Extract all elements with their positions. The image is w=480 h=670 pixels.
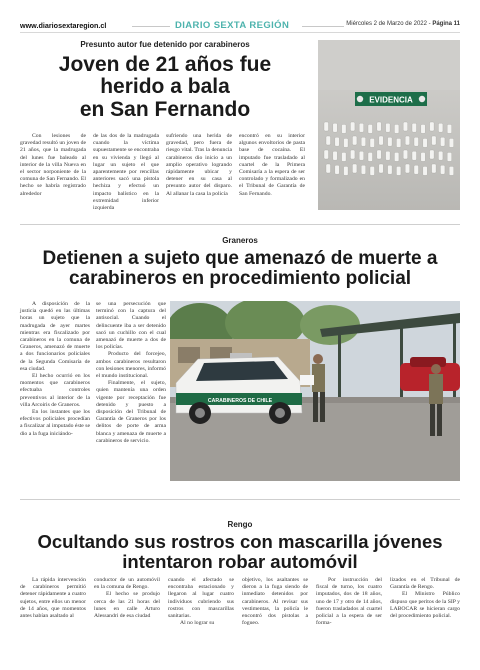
article1-col xyxy=(239,133,305,198)
evidence-label: EVIDENCIA xyxy=(369,95,413,105)
paragraph: La rápida intervención de carabineros permitió detener rápidamente a cuatro sujetos, entre ellos un menor de 14 años, que momentos antes habían asaltado al xyxy=(20,577,86,620)
paragraph: Con lesiones de gravedad resultó un joven de 21 años, que la madrugada del lunes fue baleado al interior de la villa Nueva en el sector norponiente de la comuna de San Fernando. El hecho se habría registrado alrededor xyxy=(20,133,86,197)
article3-col xyxy=(242,577,308,627)
paragraph: Finalmente, el sujeto, quien mantenía una orden vigente por receptación fue detenido y puesto a disposición del Tribunal de Garantía de Graneros por los delitos de porte de arma blanca y amenaza de muerte a carabineros de servicio. xyxy=(96,380,166,444)
drug-packet xyxy=(440,137,445,146)
drug-packet xyxy=(324,150,329,159)
drug-packet xyxy=(423,138,428,147)
drug-packet xyxy=(405,136,410,145)
drug-packet xyxy=(449,138,454,147)
document xyxy=(300,375,314,385)
article1-kicker: Presunto autor fue detenido por carabineros xyxy=(80,40,250,49)
drug-packet xyxy=(388,165,393,174)
paragraph: Al no lograr su xyxy=(180,620,215,627)
header-rule xyxy=(302,26,344,27)
drug-packet xyxy=(447,152,452,161)
paragraph: cuando el afectado se encontraba estacionado y llegaron al lugar cuatro individuos cubriendo sus rostros con mascarillas sanitarias. xyxy=(168,577,234,620)
drug-packet xyxy=(403,150,408,159)
drug-packet xyxy=(352,136,357,145)
drug-packet xyxy=(421,124,426,133)
drug-packet xyxy=(359,151,364,160)
article3-col xyxy=(390,577,460,620)
drug-packet xyxy=(430,150,435,159)
article3-col xyxy=(168,577,234,627)
article3-title-line: Ocultando sus rostros con mascarilla jóvenes xyxy=(37,531,443,552)
article1-title-line: herido a bala xyxy=(100,75,230,99)
article3-kicker: Rengo xyxy=(227,520,253,529)
drug-packet xyxy=(326,136,331,145)
paragraph: conductor de un automóvil en la comuna de Rengo. xyxy=(94,577,160,591)
article2-kicker: Graneros xyxy=(222,236,258,245)
drug-packet xyxy=(324,122,329,131)
page-number: Página 11 xyxy=(432,21,460,27)
drug-packet xyxy=(438,151,443,160)
drug-packet xyxy=(361,165,366,174)
drug-packet xyxy=(333,151,338,160)
drug-packet xyxy=(449,166,454,175)
drug-packet xyxy=(344,138,349,147)
drug-packet xyxy=(432,136,437,145)
drug-packet xyxy=(438,123,443,132)
drug-packet xyxy=(394,124,399,133)
drug-packet xyxy=(412,151,417,160)
paragraph: El hecho se produjo cerca de las 21 horas del lunes en calle Arturo Alessandri de esa ciudad xyxy=(94,591,160,620)
drug-packet xyxy=(396,138,401,147)
article3-col xyxy=(94,577,160,620)
drug-packet xyxy=(350,122,355,131)
article3-col xyxy=(20,577,86,620)
paragraph: El hecho ocurrió en los momentos que carabineros efectuaba controles preventivos al interior de la villa Arcoiris de Graneros. xyxy=(20,373,90,408)
article1-title xyxy=(20,54,310,121)
article-divider xyxy=(20,224,460,225)
article2-title-line: Detienen a sujeto que amenazó de muerte a xyxy=(42,248,438,269)
drug-packet xyxy=(377,122,382,131)
newspaper-name: DIARIO SEXTA REGIÓN xyxy=(175,20,290,31)
drug-packet xyxy=(386,151,391,160)
drug-packet xyxy=(403,122,408,131)
drug-packet xyxy=(388,137,393,146)
drug-packet xyxy=(335,137,340,146)
drug-packet xyxy=(333,123,338,132)
drug-packet xyxy=(342,152,347,161)
article1-col xyxy=(166,133,232,198)
paragraph: objetivo, los asaltantes se dieron a la fuga siendo de inmediato detenidos por carabineros. Al revisar sus vestimentas, la policía le encontró dos pistolas a fogueo. xyxy=(242,577,308,627)
police-car-label: CARABINEROS DE CHILE xyxy=(207,398,273,404)
article1-col xyxy=(93,133,159,212)
police-badge-icon xyxy=(419,96,425,102)
drug-packet xyxy=(394,152,399,161)
drug-packet xyxy=(440,165,445,174)
drug-packet xyxy=(350,150,355,159)
paragraph: encontró en su interior algunos envoltorios de pasta base de cocaína. El imputado fue trasladado al cuartel de la Primera Comisaría a la espera de ser controlado y formalizado en el Tribunal de Garantía de San Fernando. xyxy=(239,133,305,197)
header-rule xyxy=(132,26,170,27)
article3-title-line: intentaron robar automóvil xyxy=(122,550,358,572)
drug-packet xyxy=(423,166,428,175)
issue-date xyxy=(346,21,460,27)
drug-packet xyxy=(414,137,419,146)
paragraph: lizados en el Tribunal de Garantía de Rengo. xyxy=(390,577,460,591)
drug-packet xyxy=(396,166,401,175)
drug-packet xyxy=(359,123,364,132)
drug-packet xyxy=(335,165,340,174)
article2-col xyxy=(20,301,90,438)
drug-packet xyxy=(344,166,349,175)
police-scene-photo xyxy=(170,301,460,481)
article3-col xyxy=(316,577,382,627)
article1-title-line: Joven de 21 años fue xyxy=(58,53,272,76)
drug-packet xyxy=(432,164,437,173)
article1-title-line: en San Fernando xyxy=(79,97,251,121)
drug-packet xyxy=(386,123,391,132)
paragraph: Por instrucción del fiscal de turno, los cuatro imputados, dos de 18 años, uno de 17 y otro de 14 años, fueron trasladados al cuartel policial a la espera de ser forma- xyxy=(316,577,382,627)
drug-packet xyxy=(370,138,375,147)
site-url[interactable]: www.diariosextaregion.cl xyxy=(20,21,107,30)
drug-packet xyxy=(370,166,375,175)
article2-title-line: carabineros en procedimiento policial xyxy=(68,268,412,290)
paragraph: Producto del forcejeo, ambos carabineros resultaron con lesiones menores, informó el mundo institucional. xyxy=(96,351,166,380)
drug-packet xyxy=(379,164,384,173)
police-badge-icon xyxy=(357,96,363,102)
drug-packet xyxy=(342,124,347,133)
paragraph: se una persecución que terminó con la captura del antisocial. Cuando el delincuente iba a ser detenido sacó un cuchillo con el cual amenazó de muerte a dos de los policías. xyxy=(96,301,166,351)
paragraph: A disposición de la justicia quedó en las últimas horas un sujeto que la madrugada de ayer martes mientras era fiscalizado por carabineros en la comuna de Graneros, amenazó de muerte a dos funcionarios policiales de la Segunda Comisaría de esa ciudad. xyxy=(20,301,90,372)
drug-packet xyxy=(412,123,417,132)
drug-packet xyxy=(414,165,419,174)
drug-packet xyxy=(368,152,373,161)
evidence-photo xyxy=(318,40,460,210)
date-text: Miércoles 2 de Marzo de 2022 - xyxy=(346,21,433,27)
drug-packet xyxy=(326,164,331,173)
drug-packet xyxy=(361,137,366,146)
drug-packet xyxy=(405,164,410,173)
article-divider xyxy=(20,499,460,500)
drug-packet xyxy=(368,124,373,133)
drug-packet xyxy=(430,122,435,131)
article3-title xyxy=(20,532,460,571)
paragraph: sufriendo una herida de gravedad, pero fuera de riesgo vital. Tras la denuncia carabineros dio inicio a un amplio operativo logrando rápidamente ubicar y detener en su casa al presunto autor del disparo. Al allanar la casa la policía xyxy=(166,133,232,197)
article2-title xyxy=(20,249,460,289)
drug-packet xyxy=(421,152,426,161)
paragraph: de las dos de la madrugada cuando la víctima supuestamente se encontraba en su vivienda y llegó al lugar un sujeto el que aparentemente por rencillas anteriores sacó una pistola hechiza y efectuó un impacto balístico en la extremidad inferior izquierda xyxy=(93,133,160,212)
siren-lights xyxy=(230,353,252,358)
article1-col xyxy=(20,133,86,198)
drug-packet xyxy=(352,164,357,173)
drug-packet xyxy=(447,124,452,133)
drug-packet xyxy=(379,136,384,145)
article2-col xyxy=(96,301,166,445)
drug-packet xyxy=(377,150,382,159)
paragraph: El Ministro Público dispuso que peritos de la SIP y LABOCAR se hicieran cargo del procedimiento policial. xyxy=(390,591,460,620)
header-divider xyxy=(20,32,460,33)
paragraph: En los instantes que los efectivos policiales procedían a fiscalizar al imputado éste se dio a la fuga iniciándo- xyxy=(20,409,90,437)
